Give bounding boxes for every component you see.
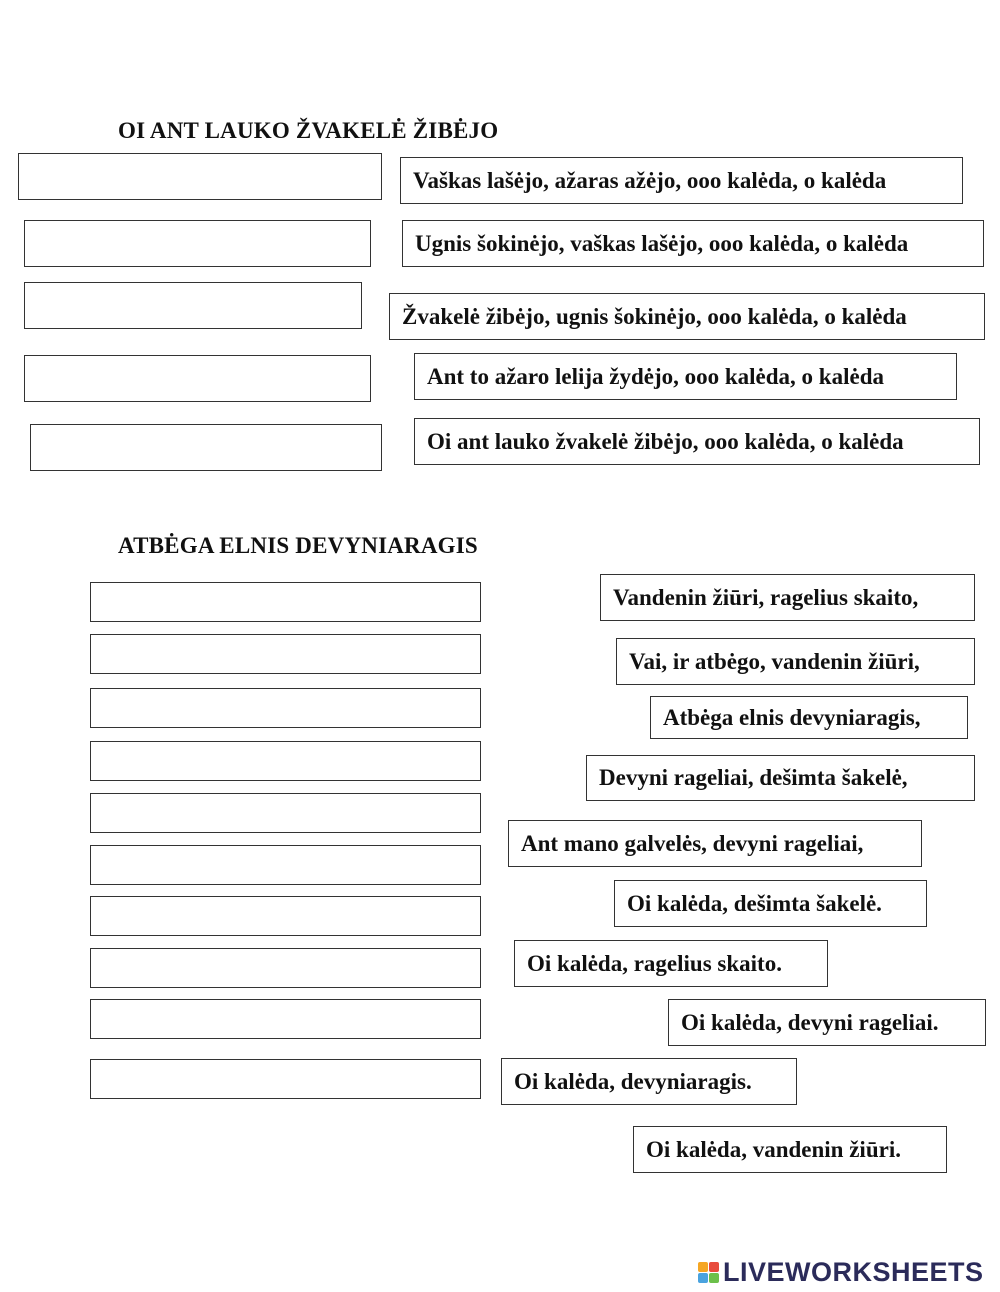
- answer-box-2-4[interactable]: [90, 741, 481, 781]
- phrase-card-2-9[interactable]: Oi kalėda, devyniaragis.: [501, 1058, 797, 1105]
- phrase-card-1-2[interactable]: Ugnis šokinėjo, vaškas lašėjo, ooo kalėda, o kalėda: [402, 220, 984, 267]
- phrase-card-1-5[interactable]: Oi ant lauko žvakelė žibėjo, ooo kalėda, o kalėda: [414, 418, 980, 465]
- logo-block: [698, 1273, 708, 1283]
- phrase-card-2-2[interactable]: Vai, ir atbėgo, vandenin žiūri,: [616, 638, 975, 685]
- answer-box-1-5[interactable]: [30, 424, 382, 471]
- liveworksheets-logo: [698, 1252, 984, 1292]
- logo-block: [709, 1262, 719, 1272]
- phrase-card-1-4[interactable]: Ant to ažaro lelija žydėjo, ooo kalėda, o kalėda: [414, 353, 957, 400]
- answer-box-2-2[interactable]: [90, 634, 481, 674]
- answer-box-1-2[interactable]: [24, 220, 371, 267]
- phrase-card-2-1[interactable]: Vandenin žiūri, ragelius skaito,: [600, 574, 975, 621]
- answer-box-2-9[interactable]: [90, 999, 481, 1039]
- phrase-card-2-7[interactable]: Oi kalėda, ragelius skaito.: [514, 940, 828, 987]
- logo-block: [698, 1262, 708, 1272]
- answer-box-1-1[interactable]: [18, 153, 382, 200]
- section1-title: OI ANT LAUKO ŽVAKELĖ ŽIBĖJO: [118, 118, 499, 143]
- phrase-card-2-8[interactable]: Oi kalėda, devyni rageliai.: [668, 999, 986, 1046]
- answer-box-2-3[interactable]: [90, 688, 481, 728]
- logo-text: LIVEWORKSHEETS: [723, 1256, 984, 1287]
- answer-box-2-5[interactable]: [90, 793, 481, 833]
- phrase-card-1-3[interactable]: Žvakelė žibėjo, ugnis šokinėjo, ooo kalėda, o kalėda: [389, 293, 985, 340]
- phrase-card-1-1[interactable]: Vaškas lašėjo, ažaras ažėjo, ooo kalėda, o kalėda: [400, 157, 963, 204]
- answer-box-1-4[interactable]: [24, 355, 371, 402]
- logo-block: [709, 1273, 719, 1283]
- answer-box-2-8[interactable]: [90, 948, 481, 988]
- phrase-card-2-10[interactable]: Oi kalėda, vandenin žiūri.: [633, 1126, 947, 1173]
- answer-box-2-6[interactable]: [90, 845, 481, 885]
- phrase-card-2-5[interactable]: Ant mano galvelės, devyni rageliai,: [508, 820, 922, 867]
- logo-blocks-icon: [698, 1262, 719, 1283]
- answer-box-1-3[interactable]: [24, 282, 362, 329]
- answer-box-2-10[interactable]: [90, 1059, 481, 1099]
- answer-box-2-7[interactable]: [90, 896, 481, 936]
- section2-title: ATBĖGA ELNIS DEVYNIARAGIS: [118, 533, 478, 558]
- phrase-card-2-4[interactable]: Devyni rageliai, dešimta šakelė,: [586, 755, 975, 801]
- answer-box-2-1[interactable]: [90, 582, 481, 622]
- phrase-card-2-3[interactable]: Atbėga elnis devyniaragis,: [650, 696, 968, 739]
- phrase-card-2-6[interactable]: Oi kalėda, dešimta šakelė.: [614, 880, 927, 927]
